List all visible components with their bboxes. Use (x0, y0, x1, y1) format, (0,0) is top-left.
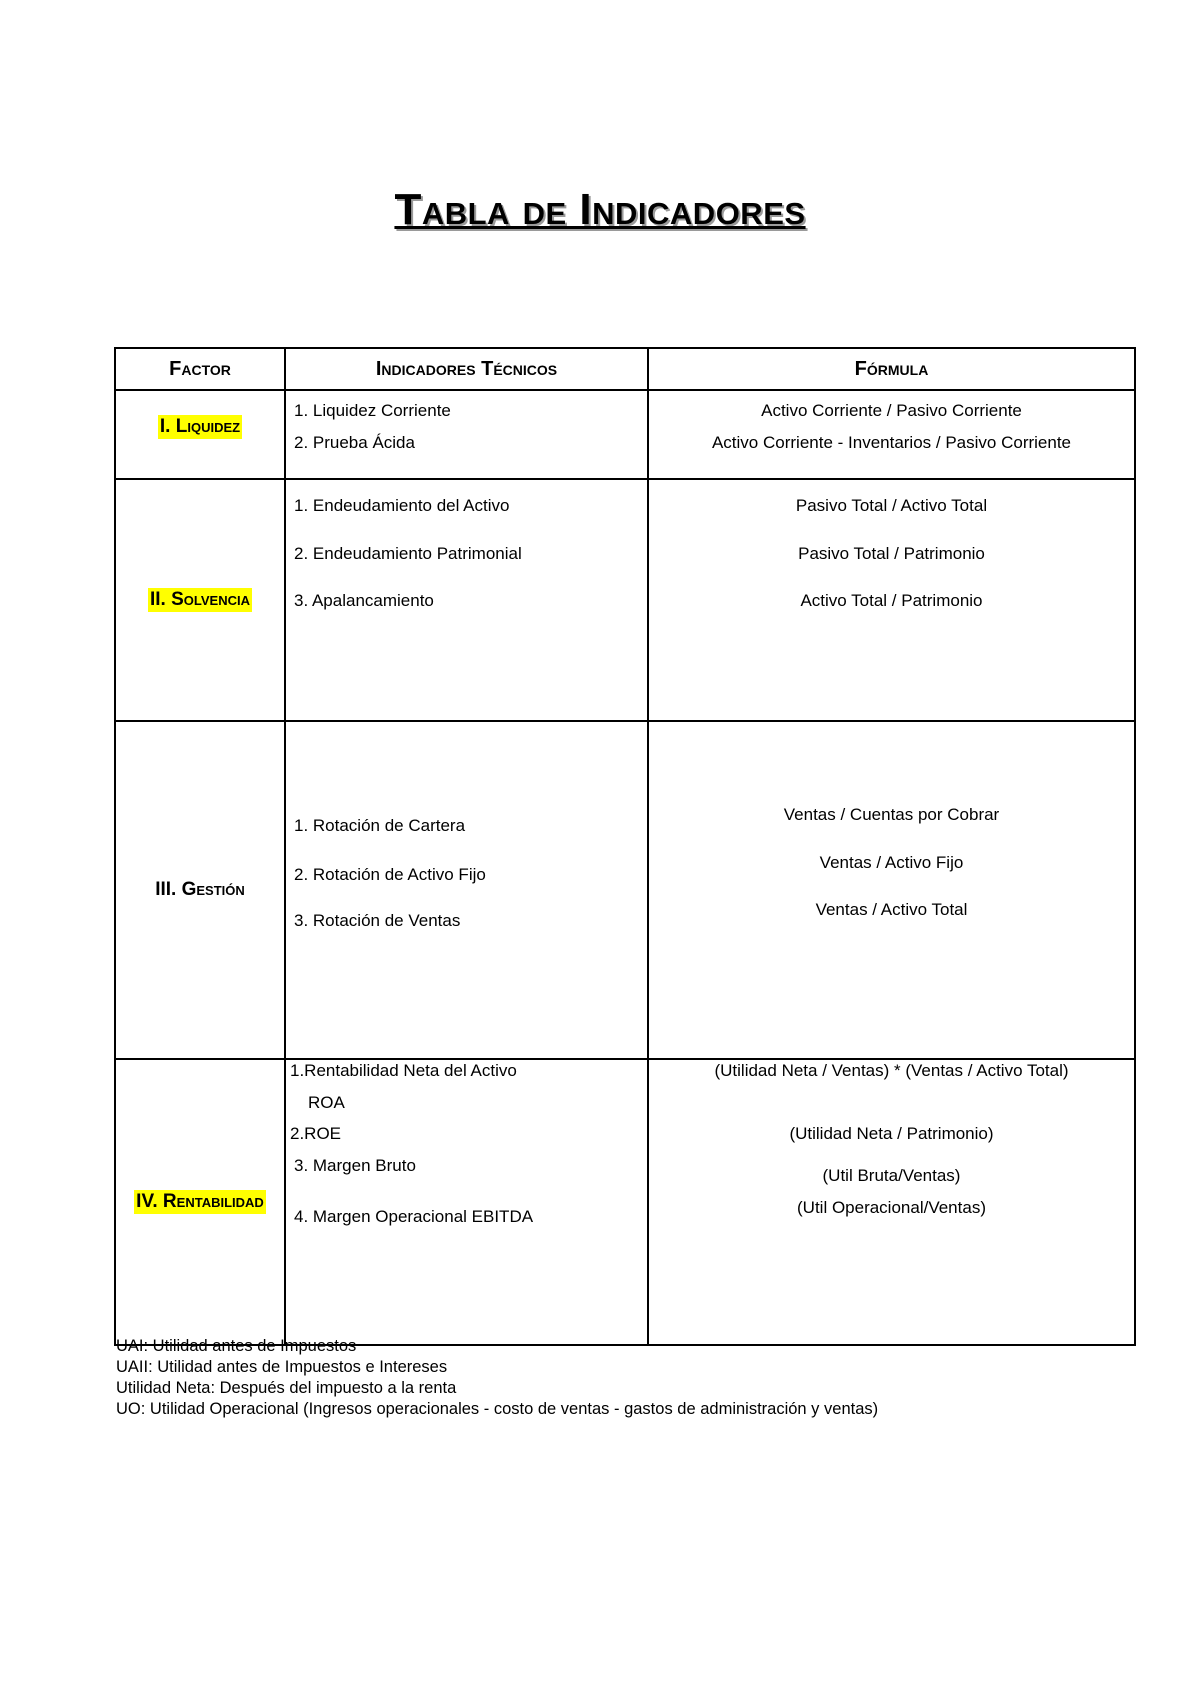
factor-label: IV. Rentabilidad (136, 1191, 264, 1212)
formula-item: (Utilidad Neta / Patrimonio) (789, 1124, 994, 1143)
formula-item: Ventas / Activo Total (815, 900, 968, 919)
footnote: UO: Utilidad Operacional (Ingresos operacionales - costo de ventas - gastos de administración y ventas) (116, 1400, 879, 1418)
formula-cell (648, 390, 1135, 479)
factor-label: I. Liquidez (159, 415, 241, 437)
factor-cell (115, 721, 285, 1059)
page-title: Tabla de Indicadores (394, 185, 806, 234)
formula-item: Ventas / Activo Fijo (819, 853, 964, 872)
factor-cell (115, 1059, 285, 1345)
table-row-rentabilidad (115, 1059, 1135, 1345)
formula-item: Ventas / Cuentas por Cobrar (783, 805, 1000, 824)
table-row-solvencia (115, 479, 1135, 721)
indicator-item: 3. Rotación de Ventas (294, 911, 461, 930)
header-indicadores: Indicadores Técnicos (285, 348, 648, 390)
factor-cell (115, 479, 285, 721)
formula-item: Pasivo Total / Activo Total (795, 496, 988, 515)
footnote: Utilidad Neta: Después del impuesto a la renta (116, 1379, 457, 1397)
formula-item: (Util Bruta/Ventas) (822, 1166, 961, 1185)
table-row-liquidez (115, 390, 1135, 479)
indicator-item: 2. Rotación de Activo Fijo (294, 865, 486, 884)
formula-item: Activo Corriente / Pasivo Corriente (761, 401, 1022, 420)
footnote: UAII: Utilidad antes de Impuestos e Intereses (116, 1358, 448, 1376)
formula-item: (Utilidad Neta / Ventas) * (Ventas / Activo Total) (714, 1061, 1069, 1080)
indicator-item: 1. Liquidez Corriente (294, 401, 451, 420)
formula-cell (648, 1059, 1135, 1345)
table-row-gestion (115, 721, 1135, 1059)
formula-item: Activo Corriente - Inventarios / Pasivo Corriente (711, 433, 1072, 452)
indicators-cell (285, 390, 648, 479)
footnote: UAI: Utilidad antes de Impuestos (116, 1337, 357, 1355)
header-factor: Factor (115, 348, 285, 390)
formula-item: Activo Total / Patrimonio (800, 591, 983, 610)
indicators-table (114, 347, 1136, 1346)
indicators-cell (285, 479, 648, 721)
indicator-item: 4. Margen Operacional EBITDA (294, 1207, 534, 1226)
formula-item: Pasivo Total / Patrimonio (798, 544, 985, 563)
indicator-item: 3. Apalancamiento (294, 591, 434, 610)
indicator-item: 2. Prueba Ácida (294, 433, 415, 452)
indicator-item: 2. Endeudamiento Patrimonial (294, 544, 522, 563)
factor-label: II. Solvencia (150, 589, 250, 610)
indicator-item: 1. Endeudamiento del Activo (294, 496, 510, 515)
indicators-cell (285, 721, 648, 1059)
indicator-item: ROA (308, 1093, 345, 1112)
formula-item: (Util Operacional/Ventas) (797, 1198, 986, 1217)
indicator-item: 2.ROE (290, 1124, 342, 1143)
header-formula: Fórmula (648, 348, 1135, 390)
formula-cell (648, 721, 1135, 1059)
factor-cell (115, 390, 285, 479)
table-header-row (115, 348, 1135, 390)
footnotes (116, 1336, 878, 1420)
indicator-item: 1.Rentabilidad Neta del Activo (290, 1061, 517, 1080)
indicator-item: 1. Rotación de Cartera (294, 816, 466, 835)
factor-label: III. Gestión (155, 879, 245, 900)
indicators-cell (285, 1059, 648, 1345)
indicator-item: 3. Margen Bruto (294, 1156, 416, 1175)
formula-cell (648, 479, 1135, 721)
